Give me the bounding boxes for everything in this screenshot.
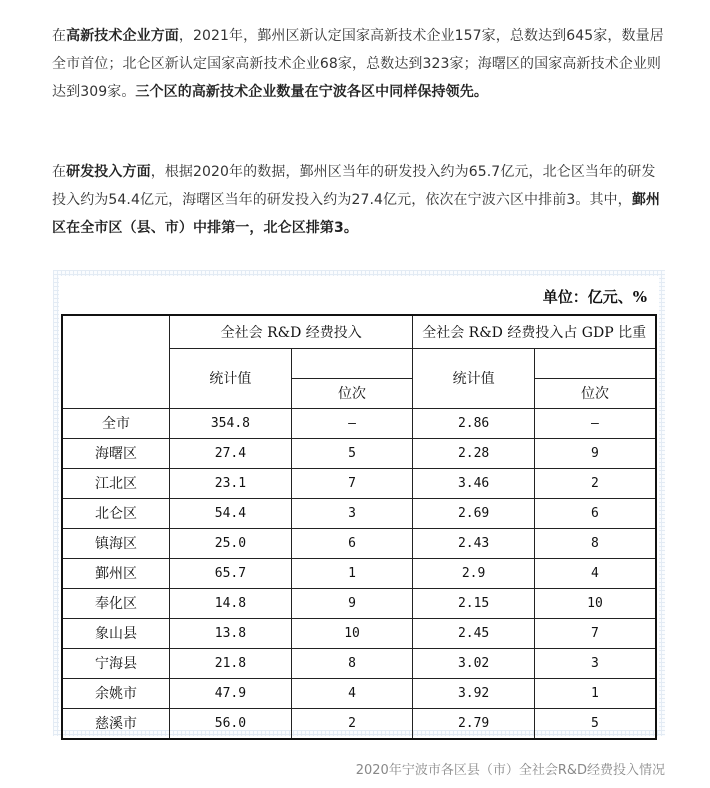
- gdp-ratio-rank: 3: [534, 648, 656, 678]
- table-unit-label: 单位：亿元、%: [542, 288, 647, 306]
- rd-value: 56.0: [170, 708, 292, 739]
- row-name: 北仑区: [62, 498, 170, 528]
- gdp-ratio-value: 2.45: [413, 618, 535, 648]
- rd-value: 21.8: [170, 648, 292, 678]
- gdp-ratio-value: 2.28: [413, 438, 535, 468]
- table-row: [62, 558, 656, 588]
- rd-rank: 2: [291, 708, 413, 739]
- header-rd-investment: 全社会 R&D 经费投入: [170, 315, 413, 348]
- rd-rank: 3: [291, 498, 413, 528]
- table-row: [62, 468, 656, 498]
- rd-rank: –: [291, 408, 413, 438]
- gdp-ratio-value: 2.79: [413, 708, 535, 739]
- para1-bold-conclusion: 三个区的高新技术企业数量在宁波各区中同样保持领先。: [135, 84, 488, 100]
- table-row: [62, 408, 656, 438]
- rd-rank: 9: [291, 588, 413, 618]
- gdp-ratio-rank: 2: [534, 468, 656, 498]
- row-name: 宁海县: [62, 648, 170, 678]
- row-name: 海曙区: [62, 438, 170, 468]
- gdp-ratio-rank: 10: [534, 588, 656, 618]
- rd-value: 354.8: [170, 408, 292, 438]
- gdp-ratio-rank: –: [534, 408, 656, 438]
- header-rank-1: 位次: [291, 378, 413, 408]
- gdp-ratio-rank: 1: [534, 678, 656, 708]
- gdp-ratio-value: 3.46: [413, 468, 535, 498]
- rd-rank: 5: [291, 438, 413, 468]
- table-corner-cell: [62, 315, 170, 408]
- row-name: 慈溪市: [62, 708, 170, 739]
- row-name: 奉化区: [62, 588, 170, 618]
- rd-rank: 7: [291, 468, 413, 498]
- row-name: 江北区: [62, 468, 170, 498]
- table-row: [62, 438, 656, 468]
- para2-text-2: ，根据2020年的数据，鄞州区当年的研发投入约为65.7亿元，北仑区当年的研发投入约为54.4亿元，海曙区当年的研发投入约为27.4亿元，依次在宁波六区中排前3。其中，: [52, 164, 656, 208]
- gdp-ratio-rank: 5: [534, 708, 656, 739]
- row-name: 象山县: [62, 618, 170, 648]
- para1-text-1: 在: [52, 28, 67, 44]
- row-name: 鄞州区: [62, 558, 170, 588]
- table-figure-inner: [59, 276, 659, 730]
- rd-rank: 8: [291, 648, 413, 678]
- header-blank-1: [291, 348, 413, 378]
- gdp-ratio-value: 2.69: [413, 498, 535, 528]
- row-name: 全市: [62, 408, 170, 438]
- table-row: [62, 648, 656, 678]
- gdp-ratio-value: 2.15: [413, 588, 535, 618]
- rd-value: 27.4: [170, 438, 292, 468]
- rd-value: 23.1: [170, 468, 292, 498]
- gdp-ratio-value: 2.86: [413, 408, 535, 438]
- para2-bold-conclusion: 鄞州区在全市区（县、市）中排第一，北仑区排第3。: [52, 192, 660, 236]
- table-caption: 2020年宁波市各区县（市）全社会R&D经费投入情况: [355, 763, 665, 778]
- paragraph-rd-investment: [52, 158, 668, 242]
- header-rd-gdp-ratio: 全社会 R&D 经费投入占 GDP 比重: [413, 315, 656, 348]
- gdp-ratio-value: 2.43: [413, 528, 535, 558]
- gdp-ratio-rank: 9: [534, 438, 656, 468]
- rd-value: 54.4: [170, 498, 292, 528]
- gdp-ratio-rank: 4: [534, 558, 656, 588]
- rd-value: 14.8: [170, 588, 292, 618]
- header-blank-2: [534, 348, 656, 378]
- row-name: 镇海区: [62, 528, 170, 558]
- gdp-ratio-value: 3.02: [413, 648, 535, 678]
- table-row: [62, 588, 656, 618]
- gdp-ratio-rank: 8: [534, 528, 656, 558]
- row-name: 余姚市: [62, 678, 170, 708]
- gdp-ratio-rank: 7: [534, 618, 656, 648]
- para1-bold-topic: 高新技术企业方面: [66, 28, 179, 44]
- para2-text-1: 在: [52, 164, 67, 180]
- rd-value: 13.8: [170, 618, 292, 648]
- gdp-ratio-value: 2.9: [413, 558, 535, 588]
- header-stat-value-1: 统计值: [170, 348, 292, 408]
- rd-rank: 6: [291, 528, 413, 558]
- table-figure: [53, 270, 665, 736]
- table-row: [62, 618, 656, 648]
- rd-value: 25.0: [170, 528, 292, 558]
- rd-value: 47.9: [170, 678, 292, 708]
- para2-bold-topic: 研发投入方面: [66, 164, 151, 180]
- table-row: [62, 528, 656, 558]
- para1-text-2: ，2021年，鄞州区新认定国家高新技术企业157家，总数达到645家，数量居全市首位；北仑区新认定国家高新技术企业68家，总数达到323家；海曙区的国家高新技术企业则达到309家。: [52, 28, 664, 100]
- gdp-ratio-value: 3.92: [413, 678, 535, 708]
- rd-investment-table: [61, 314, 657, 740]
- paragraph-high-tech: [52, 22, 668, 106]
- table-row: [62, 708, 656, 739]
- table-row: [62, 498, 656, 528]
- rd-rank: 10: [291, 618, 413, 648]
- header-stat-value-2: 统计值: [413, 348, 535, 408]
- rd-rank: 1: [291, 558, 413, 588]
- header-rank-2: 位次: [534, 378, 656, 408]
- rd-value: 65.7: [170, 558, 292, 588]
- rd-rank: 4: [291, 678, 413, 708]
- gdp-ratio-rank: 6: [534, 498, 656, 528]
- table-row: [62, 678, 656, 708]
